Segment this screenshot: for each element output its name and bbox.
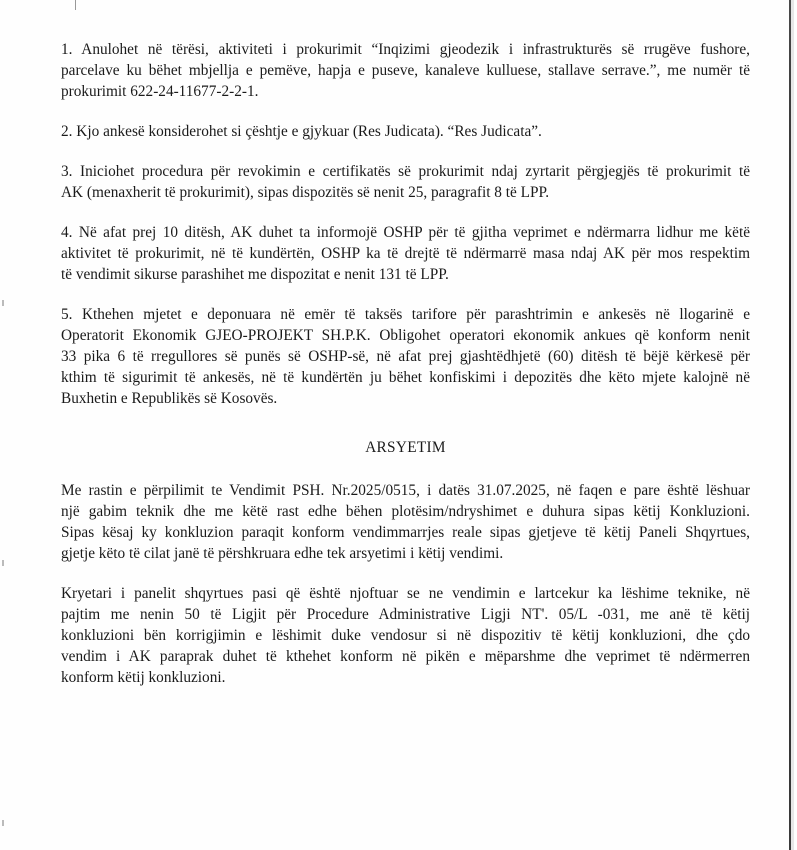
- text-line: AK (menaxherit të prokurimit), sipas dispozitës së nenit 25, paragrafit 8 të LPP.: [61, 184, 550, 201]
- text-line: 5. Kthehen mjetet e deponuara në emër të taksës tarifore për parashtrimin e ankesës në llogarinë e: [61, 306, 750, 323]
- document-body: [61, 39, 750, 707]
- text-line: 2. Kjo ankesë konsiderohet si çështje e gjykuar (Res Judicata). “Res Judicata”.: [61, 123, 542, 140]
- scan-speck: [75, 0, 76, 10]
- scan-speck: [2, 560, 4, 566]
- text-line: Me rastin e përpilimit te Vendimit PSH. Nr.2025/0515, i datës 31.07.2025, në faqen e pare është lëshuar: [61, 482, 750, 499]
- text-line: kthim të sigurimit të ankesës, në të kundërtën ju bëhet konfiskimi i depozitës dhe këto mjete kalojnë në: [61, 369, 750, 386]
- decision-item-1: [61, 39, 750, 102]
- text-line: konform këtij konkluzioni.: [61, 669, 226, 686]
- text-line: 33 pika 6 të rregullores së punës së OSHP-së, në afat prej gjashtëdhjetë (60) ditësh të bëjë kërkesë për: [61, 348, 750, 365]
- decision-item-3: [61, 161, 750, 203]
- decision-item-5: [61, 304, 750, 409]
- text-line: prokurimit 622-24-11677-2-2-1.: [61, 83, 259, 100]
- scan-border: [789, 0, 791, 850]
- text-line: pajtim me nenin 50 të Ligjit për Procedure Administrative Ligji NT'. 05/L -031, me anë të këtij: [61, 606, 750, 623]
- text-line: gjetje këto të cilat janë të përshkruara edhe tek arsyetimi i këtij vendimi.: [61, 545, 504, 562]
- decision-item-2: [61, 121, 750, 142]
- scan-speck: [2, 300, 4, 306]
- text-line: aktivitet të prokurimit, në të kundërtën, OSHP ka të drejtë të ndërmarrë masa ndaj AK për mos respektim: [61, 245, 750, 262]
- text-line: Operatorit Ekonomik GJEO-PROJEKT SH.P.K. Obligohet operatori ekonomik ankues që konform nenit: [61, 327, 750, 344]
- text-line: Kryetari i panelit shqyrtues pasi që është njoftuar se ne vendimin e lartcekur ka lëshime teknike, në: [61, 585, 750, 602]
- decision-item-4: [61, 222, 750, 285]
- text-line: konkluzioni bën korrigjimin e lëshimit duke vendosur si në dispozitiv të këtij konkluzioni, dhe çdo: [61, 627, 750, 644]
- section-heading: ARSYETIM: [365, 439, 446, 456]
- scan-speck: [2, 820, 4, 826]
- text-line: vendim i AK paraprak duhet të kthehet konform në pikën e mëparshme dhe veprimet të ndërmerren: [61, 648, 750, 665]
- text-line: një gabim teknik dhe me këtë rast edhe bëhen plotësim/ndryshimet e duhura sipas këtij Konkluzioni.: [61, 503, 750, 520]
- reasoning-paragraph-1: [61, 480, 750, 564]
- text-line: 1. Anulohet në tërësi, aktiviteti i prokurimit “Inqizimi gjeodezik i infrastrukturës së rrugëve fushore,: [61, 41, 750, 58]
- text-line: parcelave ku bëhet mbjellja e pemëve, hapja e puseve, kanaleve kulluese, stallave serrave.”, me numër të: [61, 62, 750, 79]
- scan-border-shadow: [791, 0, 794, 850]
- reasoning-paragraph-2: [61, 583, 750, 688]
- text-line: Sipas kësaj ky konkluzion paraqit konform vendimmarrjes reale sipas gjetjeve të këtij Paneli Shqyrtues,: [61, 524, 750, 541]
- text-line: Buxhetin e Republikës së Kosovës.: [61, 390, 278, 407]
- text-line: 3. Iniciohet procedura për revokimin e certifikatës së prokurimit ndaj zyrtarit përgjegjës të prokurimit të: [61, 163, 750, 180]
- text-line: 4. Në afat prej 10 ditësh, AK duhet ta informojë OSHP për të gjitha veprimet e ndërmarra lidhur me këtë: [61, 224, 750, 241]
- text-line: të vendimit sikurse parashihet me dispozitat e nenit 131 të LPP.: [61, 266, 449, 283]
